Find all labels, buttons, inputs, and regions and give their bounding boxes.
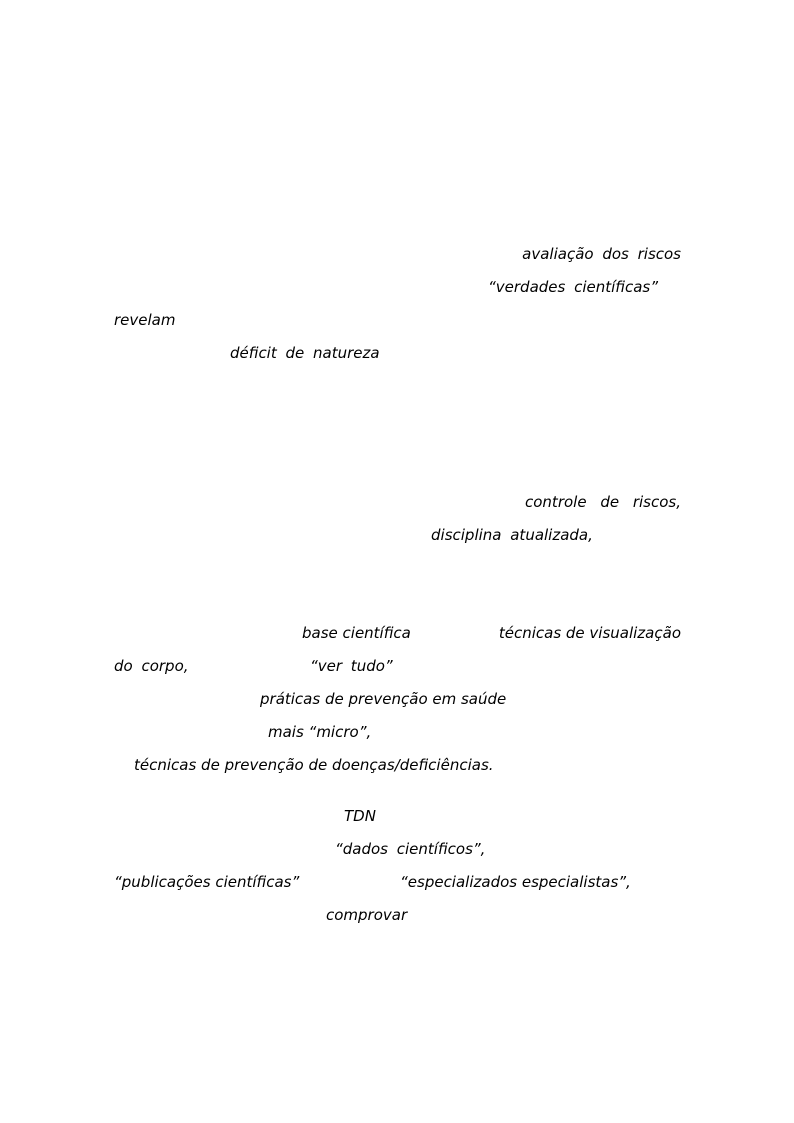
text-avaliacao-dos-riscos: avaliação dos riscos (522, 245, 681, 263)
text-tdn: TDN (344, 807, 376, 825)
text-tecnicas-de-visualizacao: técnicas de visualização (498, 624, 681, 642)
text-base-cientifica: base científica (302, 624, 411, 642)
text-dados-cientificos: “dados científicos”, (335, 840, 486, 858)
text-especializados-especialistas: “especializados especialistas”, (400, 873, 631, 891)
text-comprovar: comprovar (326, 906, 408, 924)
text-verdades-cientificas: “verdades científicas” (488, 278, 659, 296)
text-ver-tudo: “ver tudo” (310, 657, 393, 675)
text-disciplina-atualizada: disciplina atualizada, (431, 526, 593, 544)
text-publicacoes-cientificas: “publicações científicas” (114, 873, 300, 891)
text-mais-micro: mais “micro”, (268, 723, 372, 741)
text-revelam: revelam (114, 311, 176, 329)
text-tecnicas-de-prevencao: técnicas de prevenção de doenças/deficiências. (134, 756, 494, 774)
text-controle-de-riscos: controle de riscos, (525, 493, 681, 511)
text-do-corpo: do corpo, (114, 657, 189, 675)
text-deficit-de-natureza: déficit de natureza (230, 344, 380, 362)
text-praticas-de-prevencao: práticas de prevenção em saúde (260, 690, 507, 708)
